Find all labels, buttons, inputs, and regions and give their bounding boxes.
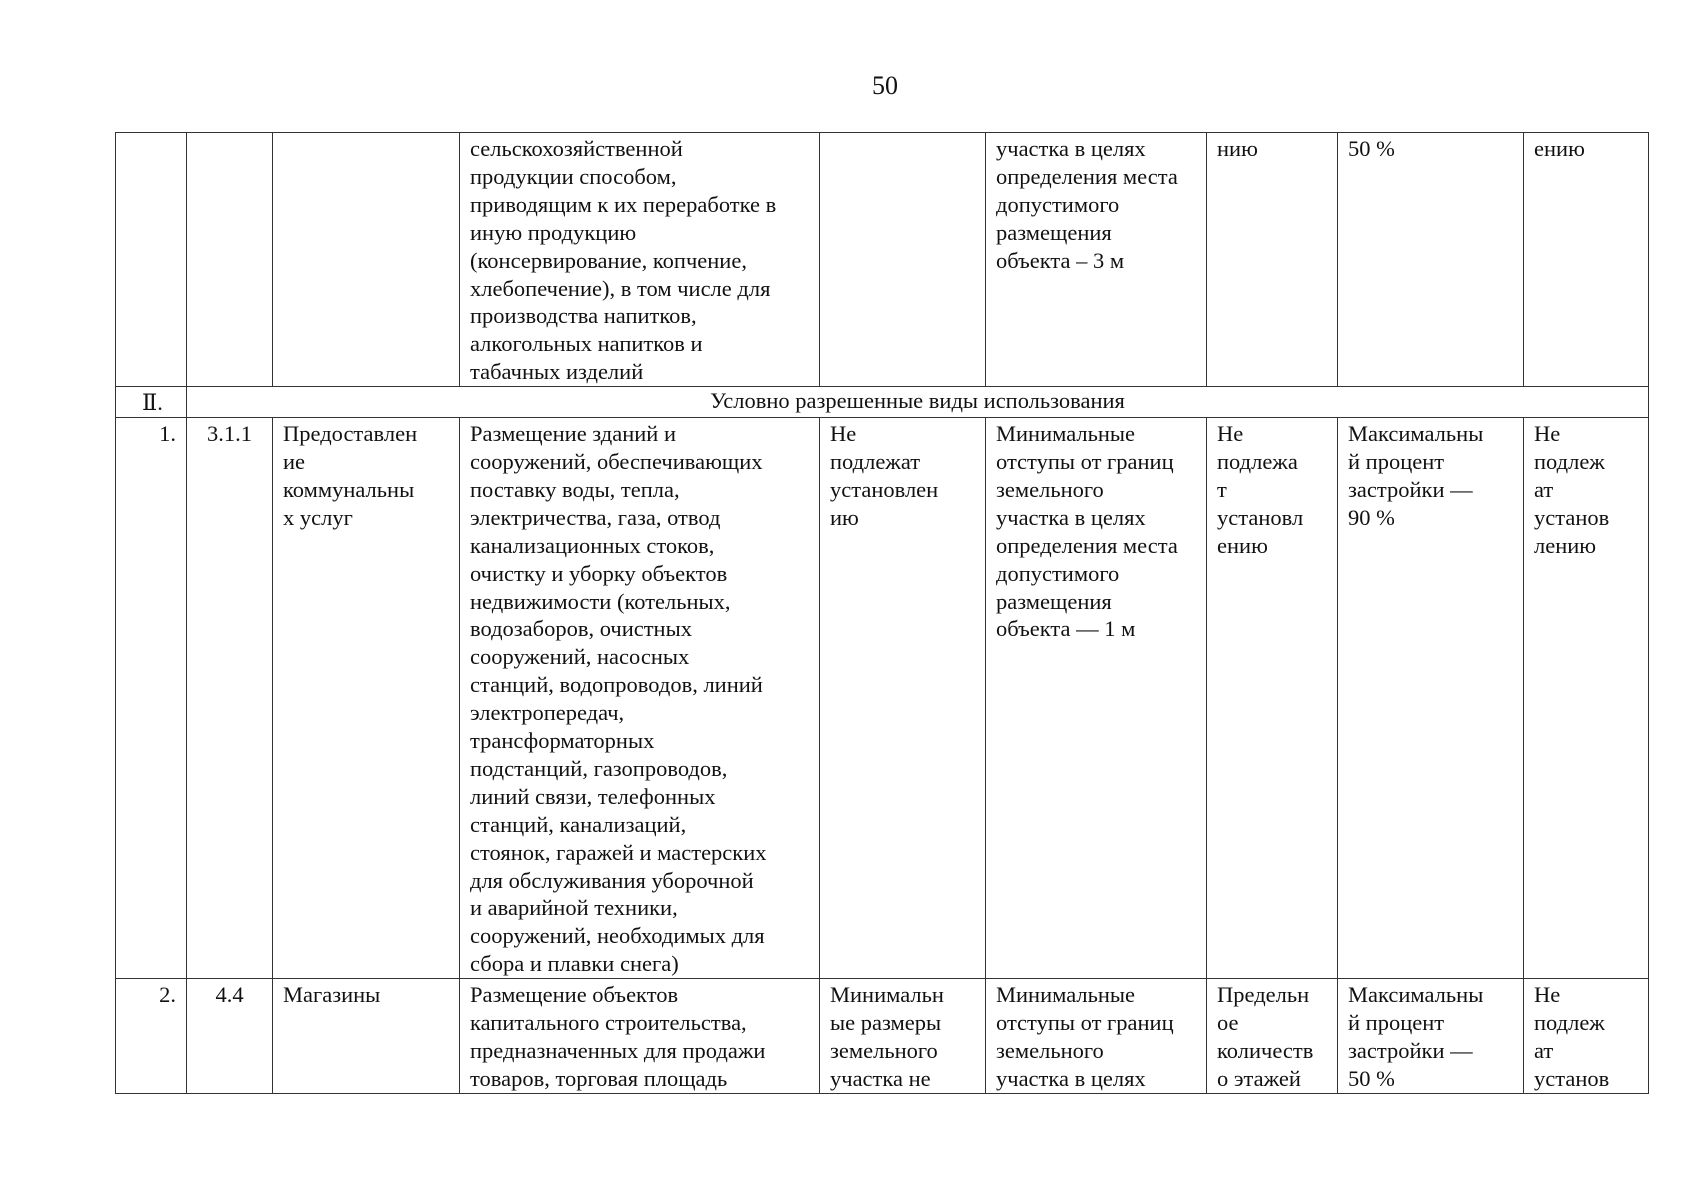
cell-setbacks	[986, 133, 1207, 387]
cell-text-line: Не	[1534, 421, 1561, 447]
cell-text-line: Магазины	[283, 982, 381, 1008]
cell-name	[273, 133, 460, 387]
cell-text-line: (консервирование, копчение,	[470, 247, 747, 273]
cell-text-line: объекта — 1 м	[996, 616, 1136, 642]
cell-text-line: сооружений, обеспечивающих	[470, 448, 763, 474]
cell-text-line: допустимого	[996, 191, 1120, 217]
cell-text-line: подстанций, газопроводов,	[470, 755, 728, 781]
cell-text-line: очистку и уборку объектов	[470, 560, 728, 586]
cell-text-line: подлеж	[1534, 1010, 1605, 1036]
cell-text-line: иную продукцию	[470, 219, 637, 245]
cell-text-line: электропередач,	[470, 700, 625, 726]
cell-text-line: ат	[1534, 1038, 1554, 1063]
cell-text-line: хлебопечение), в том числе для	[470, 275, 771, 301]
cell-text-line: водозаборов, очистных	[470, 616, 692, 642]
cell-text-line: ению	[1534, 136, 1585, 161]
cell-text-line: линий связи, телефонных	[470, 783, 716, 809]
cell-text-line: размещения	[996, 219, 1112, 245]
cell-text-line: ые размеры	[830, 1010, 942, 1036]
table-row	[116, 979, 1649, 1094]
cell-code	[187, 133, 273, 387]
cell-floors	[1207, 418, 1338, 979]
cell-text-line: ое	[1217, 1010, 1239, 1036]
cell-text-line: земельного	[830, 1038, 938, 1063]
cell-text-line: участка в целях	[996, 504, 1146, 530]
cell-text-line: отступы от границ	[996, 1010, 1174, 1036]
cell-coverage	[1338, 418, 1524, 979]
cell-text-line: канализационных стоков,	[470, 532, 715, 558]
cell-name	[273, 979, 460, 1094]
cell-text-line: станций, канализаций,	[470, 811, 687, 837]
cell-text-line: трансформаторных	[470, 728, 655, 754]
cell-text-line: й процент	[1348, 1010, 1445, 1036]
cell-text-line: товаров, торговая площадь	[470, 1065, 728, 1091]
cell-text-line: Минимальные	[996, 421, 1136, 447]
section-roman-numeral: Ⅱ.	[116, 387, 187, 418]
cell-text-line: лению	[1534, 532, 1597, 558]
cell-text-line: определения места	[996, 532, 1178, 558]
cell-text-line: подлеж	[1534, 448, 1605, 474]
cell-text-line: 50 %	[1348, 136, 1395, 161]
cell-text-line: Минимальные	[996, 982, 1136, 1008]
cell-text-line: Минимальн	[830, 982, 944, 1008]
cell-text-line: табачных изделий	[470, 359, 644, 385]
cell-text-line: 50 %	[1348, 1065, 1395, 1091]
cell-text-line: й процент	[1348, 448, 1445, 474]
cell-text-line: электричества, газа, отвод	[470, 504, 721, 530]
cell-text-line: ие	[283, 448, 306, 474]
cell-text-line: установ	[1534, 1065, 1610, 1091]
cell-text-line: о этажей	[1217, 1065, 1301, 1091]
cell-description	[460, 418, 820, 979]
cell-text-line: алкогольных напитков и	[470, 331, 703, 357]
cell-text-line: х услуг	[283, 504, 353, 530]
cell-text-line: поставку воды, тепла,	[470, 476, 680, 502]
cell-text-line: нию	[1217, 136, 1258, 161]
cell-coverage	[1338, 979, 1524, 1094]
cell-plot-size	[820, 133, 986, 387]
cell-plot-size	[820, 979, 986, 1094]
cell-coverage	[1338, 133, 1524, 387]
cell-text-line: приводящим к их переработке в	[470, 191, 777, 217]
land-use-table	[115, 132, 1649, 1094]
cell-text-line: стоянок, гаражей и мастерских	[470, 839, 767, 865]
cell-other	[1524, 133, 1649, 387]
cell-text-line: земельного	[996, 476, 1104, 502]
cell-number: 2.	[116, 979, 187, 1094]
cell-text-line: участка в целях	[996, 1065, 1146, 1091]
table-row-continuation	[116, 133, 1649, 387]
cell-text-line: сбора и плавки снега)	[470, 951, 679, 977]
cell-text-line: Максимальны	[1348, 982, 1484, 1008]
cell-setbacks	[986, 979, 1207, 1094]
cell-text-line: объекта – 3 м	[996, 247, 1125, 273]
cell-text-line: сооружений, насосных	[470, 644, 690, 670]
cell-text-line: станций, водопроводов, линий	[470, 672, 763, 698]
cell-text-line: производства напитков,	[470, 303, 697, 329]
table-row	[116, 418, 1649, 979]
section-row	[116, 387, 1649, 418]
section-title: Условно разрешенные виды использования	[187, 387, 1649, 418]
cell-other	[1524, 979, 1649, 1094]
cell-text-line: Размещение объектов	[470, 982, 679, 1008]
cell-other	[1524, 418, 1649, 979]
cell-text-line: установлен	[830, 476, 939, 502]
cell-text-line: допустимого	[996, 560, 1120, 586]
cell-text-line: сельскохозяйственной	[470, 136, 683, 161]
cell-name	[273, 418, 460, 979]
cell-code: 3.1.1	[187, 418, 273, 979]
cell-floors	[1207, 979, 1338, 1094]
cell-text-line: и аварийной техники,	[470, 895, 678, 921]
cell-text-line: капитального строительства,	[470, 1010, 747, 1036]
cell-text-line: сооружений, необходимых для	[470, 923, 765, 949]
cell-text-line: установ	[1534, 504, 1610, 530]
cell-text-line: участка не	[830, 1065, 931, 1091]
cell-text-line: Не	[830, 421, 857, 447]
cell-text-line: Предельн	[1217, 982, 1310, 1008]
cell-text-line: 90 %	[1348, 504, 1395, 530]
cell-text-line: ат	[1534, 476, 1554, 502]
cell-text-line: коммунальны	[283, 476, 415, 502]
cell-text-line: недвижимости (котельных,	[470, 588, 731, 614]
cell-text-line: отступы от границ	[996, 448, 1174, 474]
cell-description	[460, 979, 820, 1094]
cell-text-line: Не	[1217, 421, 1244, 447]
cell-number	[116, 133, 187, 387]
cell-setbacks	[986, 418, 1207, 979]
cell-text-line: Не	[1534, 982, 1561, 1008]
cell-text-line: подлежат	[830, 448, 921, 474]
cell-plot-size	[820, 418, 986, 979]
cell-text-line: подлежа	[1217, 448, 1298, 474]
cell-description	[460, 133, 820, 387]
cell-text-line: для обслуживания уборочной	[470, 867, 754, 893]
page-number: 50	[872, 71, 898, 100]
cell-text-line: т	[1217, 476, 1227, 502]
cell-number: 1.	[116, 418, 187, 979]
cell-text-line: определения места	[996, 163, 1178, 189]
cell-text-line: участка в целях	[996, 136, 1146, 161]
cell-text-line: Предоставлен	[283, 421, 418, 447]
cell-text-line: Размещение зданий и	[470, 421, 677, 447]
cell-text-line: ению	[1217, 532, 1268, 558]
cell-floors	[1207, 133, 1338, 387]
cell-text-line: ию	[830, 504, 859, 530]
cell-text-line: количеств	[1217, 1038, 1314, 1063]
cell-text-line: застройки —	[1348, 476, 1473, 502]
cell-text-line: предназначенных для продажи	[470, 1038, 766, 1063]
cell-text-line: размещения	[996, 588, 1112, 614]
cell-text-line: продукции способом,	[470, 163, 677, 189]
cell-code: 4.4	[187, 979, 273, 1094]
cell-text-line: установл	[1217, 504, 1304, 530]
cell-text-line: земельного	[996, 1038, 1104, 1063]
cell-text-line: застройки —	[1348, 1038, 1473, 1063]
cell-text-line: Максимальны	[1348, 421, 1484, 447]
